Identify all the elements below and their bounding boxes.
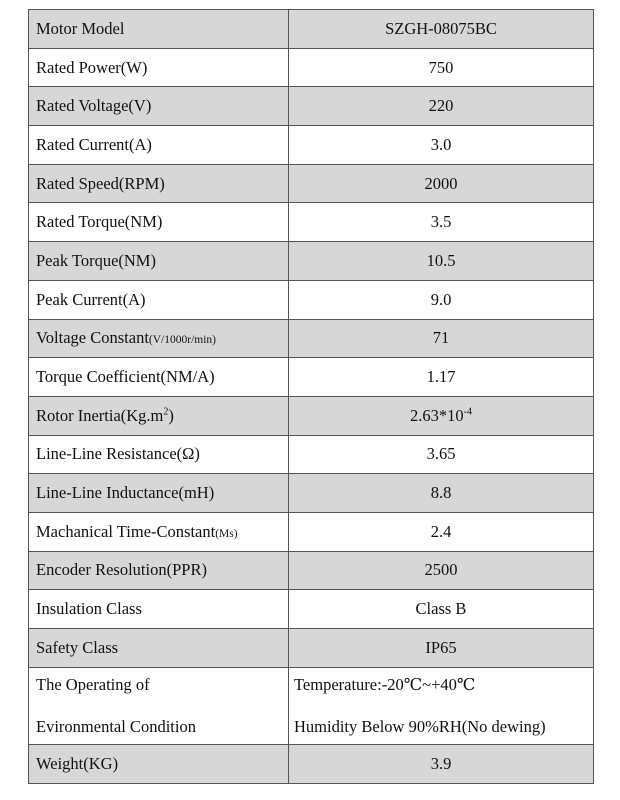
row-value: 3.65 [289, 435, 594, 474]
row-label: Rated Current(A) [29, 126, 289, 165]
table-row [29, 242, 594, 281]
table-row [29, 164, 594, 203]
row-label: Rated Voltage(V) [29, 87, 289, 126]
row-label: Rated Speed(RPM) [29, 164, 289, 203]
row-value: SZGH-08075BC [289, 10, 594, 49]
row-label-superscript: 2 [163, 406, 169, 418]
table-row [29, 512, 594, 551]
row-label: Torque Coefficient(NM/A) [29, 358, 289, 397]
table-row [29, 358, 594, 397]
row-label: Motor Model [29, 10, 289, 49]
row-label: Rated Torque(NM) [29, 203, 289, 242]
row-label [29, 667, 289, 744]
row-value: 8.8 [289, 474, 594, 513]
row-label: Peak Current(A) [29, 280, 289, 319]
table-row [29, 87, 594, 126]
row-label-unit: (V/1000r/min) [148, 334, 216, 347]
row-value: 71 [289, 319, 594, 358]
row-label: Insulation Class [29, 590, 289, 629]
row-label-text: Voltage Constant [36, 328, 149, 348]
table-row [29, 435, 594, 474]
row-label-unit: (Ms) [215, 527, 238, 540]
row-value [289, 667, 594, 744]
row-label-line: The Operating of [36, 674, 150, 694]
table-row [29, 745, 594, 784]
row-value: 2500 [289, 551, 594, 590]
row-value-superscript: -4 [463, 406, 472, 418]
table-row [29, 667, 594, 744]
row-label [29, 396, 289, 435]
row-value-line: Temperature:-20℃~+40℃ [294, 674, 476, 694]
row-value: 2.4 [289, 512, 594, 551]
row-label: Safety Class [29, 629, 289, 668]
row-label-end: ) [168, 405, 174, 425]
row-label: Weight(KG) [29, 745, 289, 784]
row-value: 220 [289, 87, 594, 126]
row-label [29, 319, 289, 358]
row-value: IP65 [289, 629, 594, 668]
row-label: Line-Line Resistance(Ω) [29, 435, 289, 474]
table-row [29, 126, 594, 165]
row-value-line: Humidity Below 90%RH(No dewing) [294, 716, 546, 736]
row-value [289, 396, 594, 435]
row-label: Rated Power(W) [29, 48, 289, 87]
row-value: 1.17 [289, 358, 594, 397]
table-row [29, 280, 594, 319]
row-label-text: Rotor Inertia(Kg.m [36, 405, 164, 425]
table-row [29, 551, 594, 590]
table-row [29, 319, 594, 358]
row-value-text: 2.63*10 [410, 405, 464, 425]
row-value: Class B [289, 590, 594, 629]
table-row [29, 203, 594, 242]
table-row [29, 590, 594, 629]
row-value: 3.9 [289, 745, 594, 784]
row-label: Encoder Resolution(PPR) [29, 551, 289, 590]
row-value: 3.0 [289, 126, 594, 165]
row-value: 2000 [289, 164, 594, 203]
row-label-line: Evironmental Condition [36, 716, 196, 736]
table-row [29, 396, 594, 435]
table-row [29, 10, 594, 49]
row-value: 10.5 [289, 242, 594, 281]
row-value: 9.0 [289, 280, 594, 319]
motor-spec-table [28, 9, 594, 784]
row-label [29, 512, 289, 551]
table-row [29, 474, 594, 513]
row-label: Peak Torque(NM) [29, 242, 289, 281]
table-row [29, 629, 594, 668]
table-row [29, 48, 594, 87]
row-label-text: Machanical Time-Constant [36, 521, 216, 541]
row-label: Line-Line Inductance(mH) [29, 474, 289, 513]
row-value: 750 [289, 48, 594, 87]
row-value: 3.5 [289, 203, 594, 242]
